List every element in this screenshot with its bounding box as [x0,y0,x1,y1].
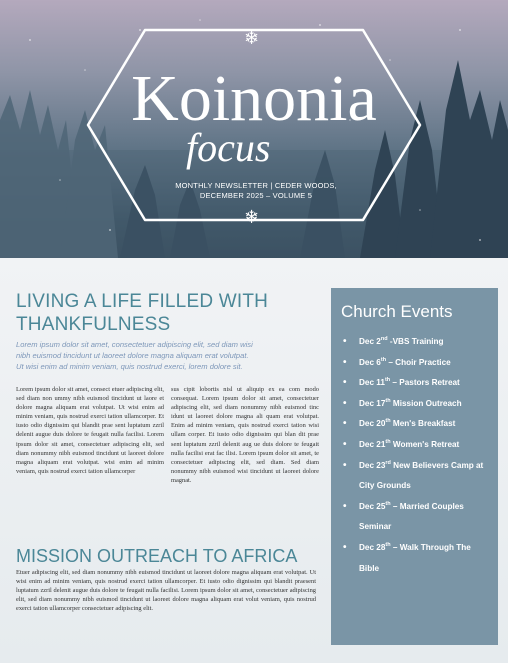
event-date-suffix: th [380,356,387,363]
events-list [331,332,498,579]
event-item [331,373,498,394]
mission-body: Etuer adipiscing elit, sed diam nonummy nibh euismod tincidunt ut laoreet dolore magna aliquam erat volutpat. Ut wisi enim ad minim veniam, quis nostrud exerci tation ullamcorper. Et iusto odio dignissim qui blandit praesent luptatum zzril delenit augue duis dolore te feugait nulla facilisi. Lorem ipsum dolor sit amet, consectetuer adipiscing elit, sed diam nonummy nibh euismod tincidunt ut laoreet dolore magna aliquam erat volut veniam, quis nostrud exerci tation ullamcorper consectetuer adipiscing elit. [16,569,316,613]
article-column-2: sus cipit lobortis nisl ut aliquip ex ea com modo consequat. Lorem ipsum dolor sit amet, consectetuer adipiscing elit, sed diam nonummy nibh euismod tinc idunt ut laoreet dolore magna ali quam erat volutpat. Enim ad minim veniam, quis nostrud exerci tation wisi ullam corper. Et iusto odio dignissim qui blan dit prae sent luptatum zzril delenit aug ue duis dolore te feugait nulla facilisi erat fac ilisi. Lorem ipsum dolor sit amet, te consectetuer adipiscing elit, sed diam. Sed diam nonummy nibh euismod wisi tincidunt ut laoreet dolore magnat. [171,386,319,484]
issue-line-1: MONTHLY NEWSLETTER | CEDER WOODS, [175,181,337,190]
issue-info [150,181,362,201]
event-text: – Pastors Retreat [390,378,460,388]
event-date-suffix: th [384,377,391,384]
event-item [331,435,498,456]
article-intro [16,339,316,372]
event-date: Dec 28 [359,542,386,552]
event-item [331,332,498,353]
event-text: – Married Couples Seminar [359,501,464,532]
article-heading-line-2: THANKFULNESS [16,314,171,335]
event-text: Mission Outreach [390,398,462,408]
newsletter-subtitle: focus [186,125,271,170]
event-date-suffix: th [385,418,391,425]
event-text: Women's Retreat [390,439,460,449]
event-text: -VBS Training [387,337,444,346]
events-title: Church Events [341,302,453,321]
event-date: Dec 6 [359,357,381,367]
event-date: Dec 21 [359,439,386,449]
event-date-suffix: th [385,500,391,507]
event-text: – Walk Through The Bible [359,542,471,573]
event-date-suffix: th [385,397,391,404]
event-date-suffix: th [385,541,391,548]
event-date-suffix: rd [385,459,391,466]
event-item [331,538,498,579]
event-date: Dec 25 [359,501,386,511]
snowflake-icon: ❄ [244,28,260,49]
article-heading-line-1: LIVING A LIFE FILLED WITH [16,291,269,312]
mission-heading: MISSION OUTREACH TO AFRICA [16,546,298,566]
event-date-suffix: th [385,438,391,445]
event-date: Dec 20 [359,419,386,429]
event-item [331,497,498,538]
event-item [331,394,498,415]
events-sidebar [331,288,498,645]
snowflake-icon: ❄ [244,207,260,228]
intro-line-1: Lorem ipsum dolor sit amet, consectetuer adipiscing elit, sed diam wisi [16,340,253,349]
event-date-suffix: nd [380,336,388,342]
masthead-banner [0,0,508,258]
event-date: Dec 23 [359,460,386,470]
event-item [331,414,498,435]
event-text: Men's Breakfast [390,419,456,429]
event-text: New Believers Camp at City Grounds [359,460,484,491]
issue-line-2: DECEMBER 2025 – VOLUME 5 [199,191,313,200]
event-item [331,353,498,374]
event-date: Dec 11 [359,378,385,388]
newsletter-title: Koinonia [131,62,377,135]
event-date: Dec 2 [359,337,381,346]
event-text: – Choir Practice [386,357,451,367]
event-item [331,456,498,497]
article-column-1: Lorem ipsum dolor sit amet, consect etuer adipiscing elit, sed diam non ummy nibh euismod tincidunt ut laore et dolore magna aliquam erat volutpat. Ut wisi enim ad minim veniam, quis nostrud exerci tation ullamcorper. Et iusto odio dignissim qui blandit prae sent luptatum zzril delenit augue duis dolore te feugait nulla facilisi. Lorem ipsum dolor sit amet, consectetuer adipiscing elit, sed diam nonummy nibh euismod tincidunt ut laoreet dolore magna aliquam erat volutpat. wisi enim ad minim veniam, quis nostrud exerci tation ullamcorper [16,386,164,475]
intro-line-3: Ut wisi enim ad minim veniam, quis nostrud exerci, lorem dolore sit. [16,362,243,371]
intro-line-2: nibh euismod tincidunt ut laoreet dolore magna aliquam erat volutpat. [16,351,249,360]
event-date: Dec 17 [359,398,386,408]
article-heading [16,290,316,336]
